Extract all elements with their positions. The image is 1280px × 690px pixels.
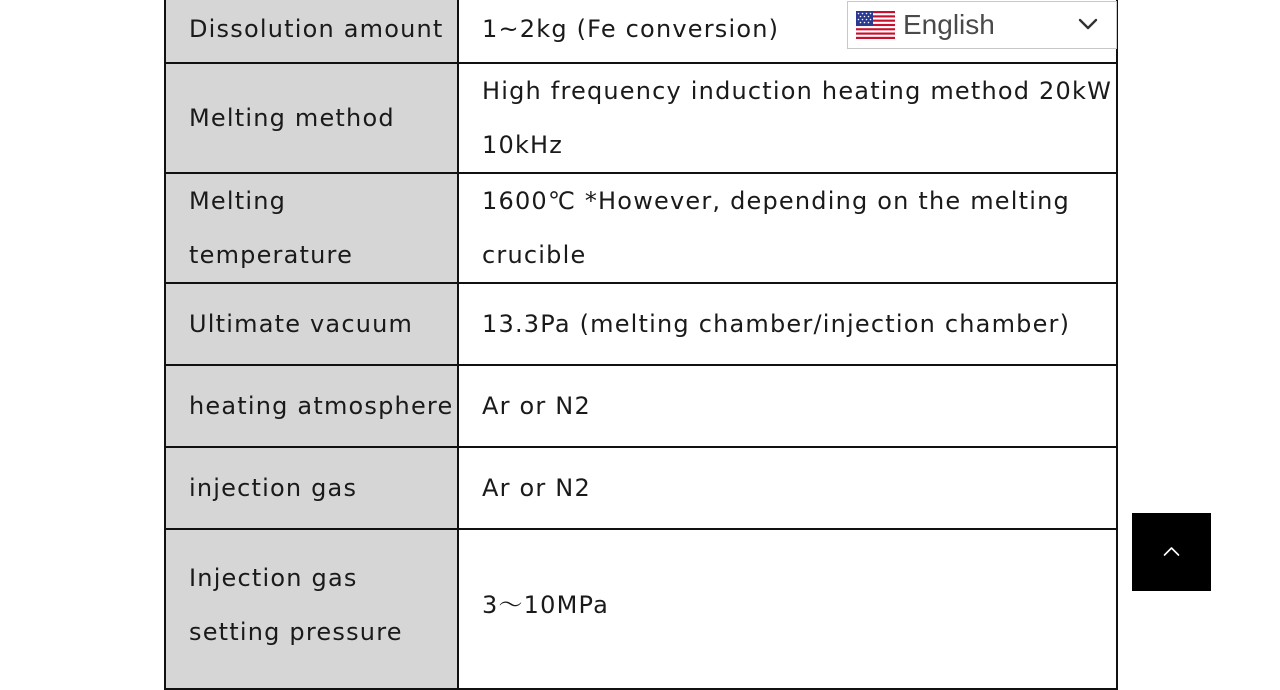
row-value: Ar or N2 [458, 365, 1117, 447]
chevron-up-icon [1163, 545, 1180, 557]
table-row [165, 283, 1117, 365]
table-row [165, 529, 1117, 689]
chevron-down-icon [1078, 17, 1098, 31]
row-label: Ultimate vacuum [165, 283, 458, 365]
row-value: High frequency induction heating method 20kW 10kHz [458, 63, 1117, 173]
table-row [165, 173, 1117, 283]
row-label: Melting temperature [165, 173, 458, 283]
language-selected-label: English [903, 9, 995, 40]
row-value: 13.3Pa (melting chamber/injection chamber) [458, 283, 1117, 365]
row-label: injection gas [165, 447, 458, 529]
spec-table [164, 0, 1118, 690]
row-label: Melting method [165, 63, 458, 173]
table-row [165, 365, 1117, 447]
row-label: Injection gas setting pressure [165, 529, 458, 689]
row-label: Dissolution amount [165, 0, 458, 63]
language-selector[interactable] [847, 1, 1117, 49]
table-row [165, 447, 1117, 529]
us-flag-icon [856, 11, 895, 39]
back-to-top-button[interactable] [1132, 513, 1211, 591]
row-label: heating atmosphere [165, 365, 458, 447]
table-row [165, 63, 1117, 173]
row-value: Ar or N2 [458, 447, 1117, 529]
row-value: 1~2kg (Fe conversion) [458, 0, 1117, 63]
row-value: 3〜10MPa [458, 529, 1117, 689]
row-value: 1600℃ *However, depending on the melting crucible [458, 173, 1117, 283]
